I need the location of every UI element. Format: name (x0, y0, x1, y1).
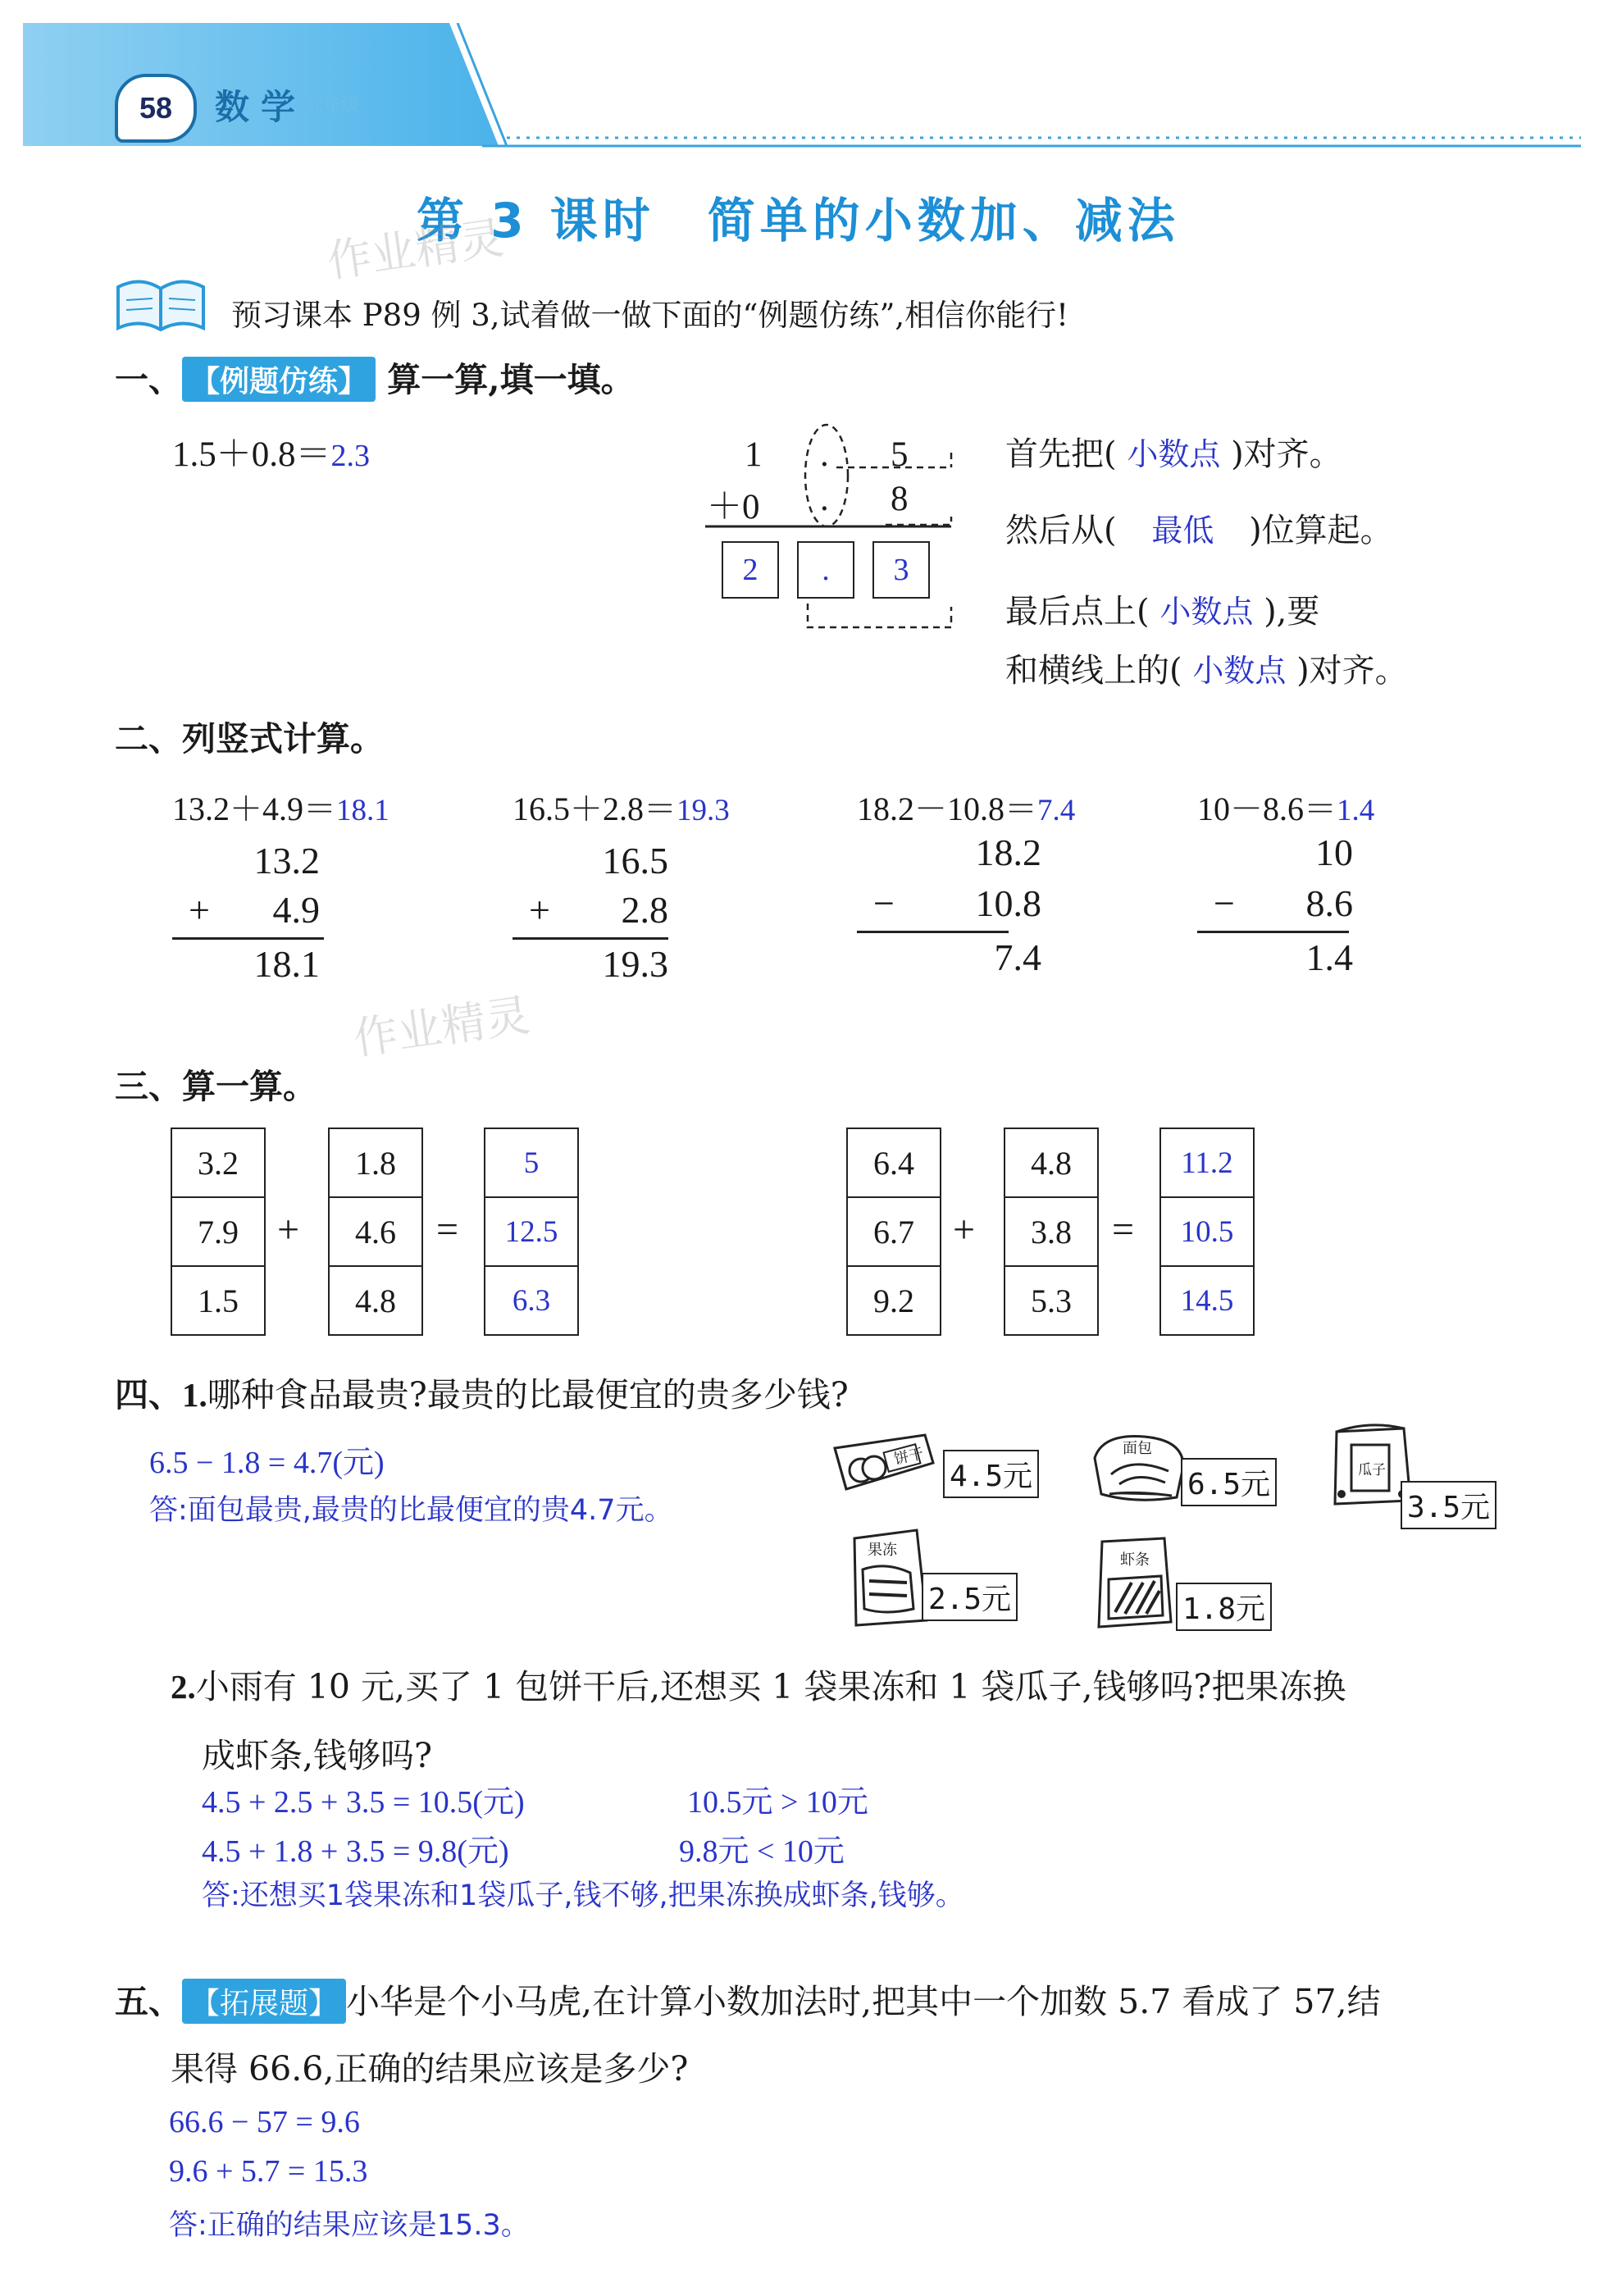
q1-result-box-int (722, 541, 779, 599)
q2-equation (172, 783, 390, 830)
q2-result: 19.3 (602, 943, 668, 985)
q2-label: 二、 (115, 719, 182, 758)
food-price: 3.5元 (1401, 1481, 1496, 1529)
q3-left-plus: + (277, 1208, 300, 1251)
q1-step4-pre: 和横线上的( (1005, 652, 1182, 690)
q5-line2: 果得 66.6,正确的结果应该是多少? (171, 2049, 689, 2089)
q3-value: 6.4 (873, 1144, 914, 1182)
food-price: 2.5元 (922, 1573, 1018, 1621)
q2-equation-text: 16.5＋2.8＝ (512, 790, 676, 827)
q3-heading (115, 1059, 317, 1108)
food-name: 面包 (1123, 1440, 1152, 1457)
q3-answer: 10.5 (1180, 1214, 1234, 1249)
q2-line (172, 937, 324, 940)
q4-part2-work1b: 10.5元 > 10元 (687, 1785, 868, 1820)
q1-result-dec: 3 (893, 553, 909, 587)
q1-step1-post: )对齐。 (1231, 435, 1342, 473)
q5-text1: 小华是个小马虎,在计算小数加法时,把其中一个加数 5.7 看成了 57,结 (346, 1982, 1381, 2021)
q3-cell (484, 1196, 579, 1267)
q2-item-2 (512, 783, 808, 996)
food-name: 瓜子 (1358, 1462, 1386, 1478)
q1-top-int: 1 (745, 435, 763, 474)
food-name: 果冻 (868, 1542, 897, 1559)
q3-left-equals: = (436, 1208, 459, 1251)
food-name: 虾条 (1120, 1551, 1150, 1569)
q3-value: 6.7 (873, 1213, 914, 1250)
food-bread (1086, 1425, 1271, 1510)
q3-title: 算一算。 (182, 1067, 317, 1106)
q1-heading (115, 353, 635, 402)
q4-part2-line1 (171, 1660, 1346, 1708)
q4-part2-line2: 成虾条,钱够吗? (202, 1736, 433, 1775)
q2-result: 7.4 (994, 936, 1041, 978)
page-title: 第 3 课时 简单的小数加、减法 (417, 193, 1180, 248)
q1-title: 算一算,填一填。 (387, 360, 635, 399)
q3-answer: 5 (523, 1146, 540, 1180)
q4-part2-work2a: 4.5 + 1.8 + 3.5 = 9.8(元) (202, 1834, 509, 1869)
q5-answer: 答:正确的结果应该是15.3。 (169, 2209, 530, 2242)
q1-mid-int: ＋0 (707, 488, 760, 526)
q3-cell (1004, 1128, 1099, 1198)
q5-tag: 【拓展题】 (182, 1979, 346, 2024)
q2-line (857, 931, 1009, 933)
q2-answer: 19.3 (676, 794, 730, 827)
q1-result-int: 2 (742, 553, 758, 587)
q1-step3-pre: 最后点上( (1005, 593, 1150, 631)
food-jelly (845, 1524, 1012, 1633)
q3-cell (484, 1128, 579, 1198)
q1-result-box-dot (797, 541, 854, 599)
q3-right-equals: = (1112, 1208, 1135, 1251)
q2-title: 列竖式计算。 (182, 719, 384, 758)
q1-result-dot: . (822, 553, 830, 587)
q1-step1 (1005, 428, 1342, 475)
subject-label: 数学 (215, 87, 308, 127)
q2-operator: + (189, 889, 210, 931)
q2-top: 18.2 (975, 831, 1041, 873)
q2-equation (857, 783, 1075, 830)
q2-bottom: 2.8 (621, 889, 668, 931)
q3-cell (328, 1128, 423, 1198)
food-shrimp-chips (1091, 1530, 1266, 1640)
q4-part1-text: 哪种食品最贵?最贵的比最便宜的贵多少钱? (207, 1375, 849, 1414)
q2-result: 1.4 (1305, 936, 1353, 978)
shrimp-chip-bag-icon (1091, 1530, 1181, 1637)
q3-answer: 6.3 (512, 1283, 551, 1318)
q1-tag: 【例题仿练】 (182, 357, 376, 402)
q2-top: 10 (1315, 831, 1353, 873)
food-name: 饼干 (892, 1445, 926, 1469)
food-price: 6.5元 (1181, 1458, 1277, 1506)
preview-text: 预习课本 P89 例 3,试着做一做下面的“例题仿练”,相信你能行! (231, 298, 1069, 333)
q3-cell (1159, 1128, 1255, 1198)
grade-label: 五年级 (305, 96, 360, 116)
q2-answer: 7.4 (1037, 794, 1076, 827)
q1-equation-text: 1.5＋0.8＝ (172, 435, 331, 474)
q1-step4-post: )对齐。 (1296, 652, 1408, 690)
q3-answer: 12.5 (504, 1214, 558, 1249)
q2-item-1 (172, 783, 467, 996)
q4-part2-number: 2. (171, 1668, 196, 1706)
q2-equation-text: 13.2＋4.9＝ (172, 790, 336, 827)
food-cookies (828, 1425, 1033, 1502)
q1-step3-answer: 小数点 (1159, 594, 1254, 630)
q2-answer: 1.4 (1337, 794, 1375, 827)
q4-part2-work2b: 9.8元 < 10元 (679, 1834, 845, 1869)
q2-item-4 (1197, 783, 1509, 996)
q1-equation (172, 426, 370, 476)
q1-step2-pre: 然后从( (1005, 512, 1117, 549)
q2-equation (512, 783, 730, 830)
q4-label: 四、 (115, 1375, 182, 1414)
q2-operator: − (1214, 882, 1235, 924)
q2-result: 18.1 (253, 943, 320, 985)
q1-top-dec: 5 (891, 435, 909, 474)
q3-cell (328, 1196, 423, 1267)
q3-value: 5.3 (1031, 1282, 1072, 1319)
q2-bottom: 10.8 (975, 882, 1041, 924)
page-number-badge (115, 74, 197, 143)
q4-part2-answer: 答:还想买1袋果冻和1袋瓜子,钱不够,把果冻换成虾条,钱够。 (202, 1879, 964, 1912)
q4-part1-work: 6.5 − 1.8 = 4.7(元) (149, 1446, 385, 1480)
q3-cell (846, 1196, 941, 1267)
q1-step3-post: ),要 (1264, 593, 1320, 631)
q3-value: 7.9 (198, 1213, 239, 1250)
q3-cell (1159, 1265, 1255, 1336)
q3-label: 三、 (115, 1067, 182, 1106)
q4-part2-text1: 小雨有 10 元,买了 1 包饼干后,还想买 1 袋果冻和 1 袋瓜子,钱够吗?把果冻换 (195, 1667, 1346, 1706)
q3-value: 3.8 (1031, 1213, 1072, 1250)
q5-line1 (115, 1975, 1381, 2024)
q2-answer: 18.1 (336, 794, 390, 827)
q1-step1-answer: 小数点 (1127, 436, 1221, 472)
q3-value: 1.5 (198, 1282, 239, 1319)
q3-value: 4.6 (355, 1213, 396, 1250)
q2-top: 13.2 (253, 840, 320, 882)
q3-value: 3.2 (198, 1144, 239, 1182)
q3-value: 1.8 (355, 1144, 396, 1182)
q1-step2-post: )位算起。 (1249, 512, 1393, 549)
q1-top-dot: . (820, 435, 829, 474)
q3-cell (171, 1128, 266, 1198)
q3-cell (1004, 1265, 1099, 1336)
q2-line (1197, 931, 1349, 933)
q1-step2-answer: 最低 (1151, 512, 1214, 549)
food-price: 4.5元 (943, 1450, 1039, 1498)
q5-work1: 66.6 − 57 = 9.6 (169, 2105, 360, 2139)
q3-value: 4.8 (1031, 1144, 1072, 1182)
q3-cell (171, 1196, 266, 1267)
q4-part2-work1a: 4.5 + 2.5 + 3.5 = 10.5(元) (202, 1785, 525, 1820)
q2-operator: + (529, 889, 550, 931)
q3-value: 4.8 (355, 1282, 396, 1319)
q1-step4 (1005, 645, 1408, 691)
q3-answer: 11.2 (1181, 1146, 1233, 1180)
q2-equation (1197, 783, 1374, 830)
watermark: 作业精灵 (350, 989, 533, 1065)
q2-top: 16.5 (602, 840, 668, 882)
q4-part1-number: 1. (182, 1376, 207, 1414)
q2-equation-text: 18.2－10.8＝ (857, 790, 1037, 827)
q2-operator: − (873, 882, 895, 924)
q3-cell (1159, 1196, 1255, 1267)
q1-step4-answer: 小数点 (1192, 653, 1287, 689)
q5-work2: 9.6 + 5.7 = 15.3 (169, 2154, 368, 2189)
q4-part1-heading (115, 1368, 849, 1416)
q3-cell (846, 1265, 941, 1336)
q3-cell (484, 1265, 579, 1336)
q3-cell (328, 1265, 423, 1336)
q1-step3 (1005, 585, 1319, 632)
q1-mid-dot: . (820, 480, 829, 518)
q2-item-3 (857, 783, 1168, 996)
page-number: 58 (139, 91, 173, 125)
q1-mid-dec: 8 (891, 480, 909, 518)
q1-answer: 2.3 (330, 439, 370, 473)
q3-cell (171, 1265, 266, 1336)
watermark: 作业精灵 (324, 212, 507, 288)
q2-heading (115, 712, 384, 760)
q2-bottom: 8.6 (1305, 882, 1353, 924)
q3-cell (846, 1128, 941, 1198)
q1-label: 一、 (115, 360, 182, 399)
q3-right-plus: + (953, 1208, 976, 1251)
q1-result-box-dec (872, 541, 930, 599)
q3-value: 9.2 (873, 1282, 914, 1319)
q2-bottom: 4.9 (272, 889, 320, 931)
food-seeds (1328, 1415, 1491, 1524)
q2-line (512, 937, 668, 940)
q2-equation-text: 10－8.6＝ (1197, 790, 1337, 827)
q1-step2 (1005, 504, 1393, 551)
q3-answer: 14.5 (1180, 1283, 1234, 1318)
book-icon (112, 271, 210, 339)
q5-label: 五、 (115, 1982, 182, 2021)
food-price: 1.8元 (1176, 1583, 1272, 1631)
q4-part1-answer: 答:面包最贵,最贵的比最便宜的贵4.7元。 (149, 1494, 673, 1527)
q1-step1-pre: 首先把( (1005, 435, 1117, 473)
q3-cell (1004, 1196, 1099, 1267)
